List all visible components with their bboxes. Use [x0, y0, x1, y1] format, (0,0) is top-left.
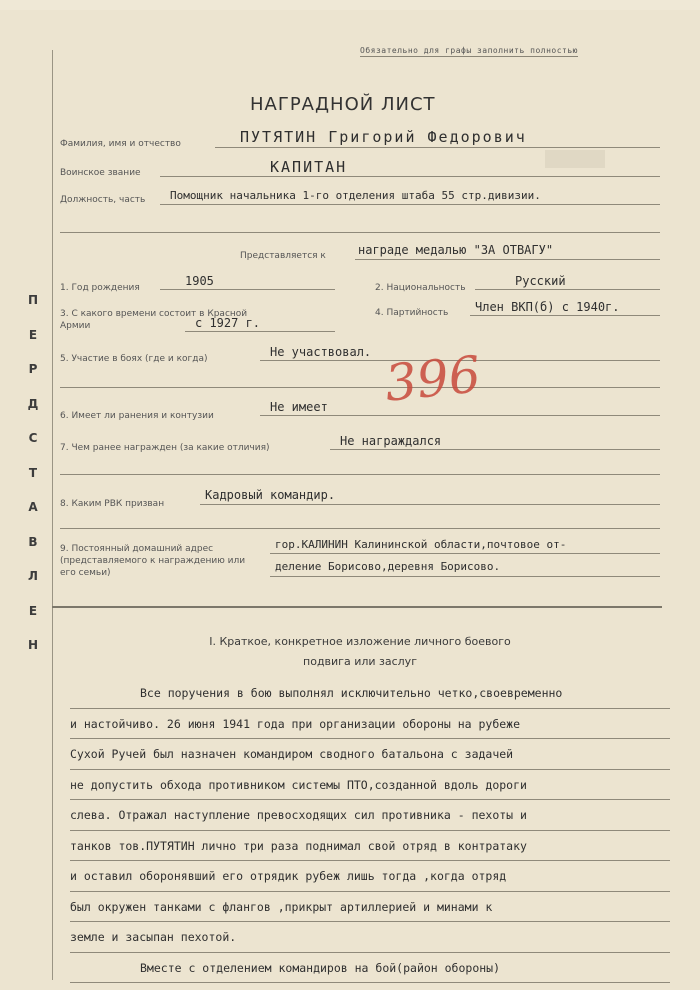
- birth-label: 1. Год рождения: [60, 283, 140, 293]
- wounds-value: Не имеет: [270, 400, 328, 414]
- address-value-2: деление Борисово,деревня Борисово.: [275, 560, 501, 573]
- side-letter: Т: [28, 465, 38, 480]
- birth-value: 1905: [185, 274, 214, 288]
- side-letter: Д: [27, 396, 39, 411]
- nationality-value: Русский: [515, 274, 566, 288]
- header-note: Обязательно для графы заполнить полностью: [360, 46, 578, 55]
- section-title-line-2: подвига или заслуг: [303, 655, 417, 668]
- side-letter: Е: [28, 603, 38, 618]
- presented-line: [355, 259, 660, 260]
- position-label: Должность, часть: [60, 195, 146, 205]
- rvk-label: 8. Каким РВК призван: [60, 499, 165, 509]
- narrative-line: земле и засыпан пехотой.: [70, 922, 670, 953]
- side-letter: Л: [28, 569, 38, 583]
- registration-number: 396: [382, 345, 484, 413]
- rank-value: КАПИТАН: [270, 158, 348, 176]
- awards-label: 7. Чем ранее награжден (за какие отличия): [60, 443, 270, 453]
- birth-line: [160, 289, 335, 290]
- rvk-line-2: [60, 528, 660, 529]
- nationality-line: [475, 289, 660, 290]
- side-letter: Е: [28, 327, 38, 342]
- narrative-line: не допустить обхода противником системы ПТО,созданной вдоль дороги: [70, 770, 670, 801]
- rvk-line: [200, 504, 660, 505]
- position-value: Помощник начальника 1-го отделения штаба 55 стр.дивизии.: [170, 189, 541, 202]
- fio-value: ПУТЯТИН Григорий Федорович: [240, 128, 527, 146]
- side-letter: П: [27, 293, 39, 307]
- awards-line: [330, 449, 660, 450]
- narrative-line: и настойчиво. 26 июня 1941 года при организации обороны на рубеже: [70, 709, 670, 740]
- narrative-line: Вместе с отделением командиров на бой(район обороны): [70, 953, 670, 984]
- rank-label: Воинское звание: [60, 168, 141, 178]
- section-title: [170, 632, 550, 672]
- address-label: 9. Постоянный домашний адрес (представляемого к награждению или его семьи): [60, 544, 246, 578]
- address-value-1: гор.КАЛИНИН Калининской области,почтовое от-: [275, 538, 567, 551]
- position-line-2: [60, 232, 660, 233]
- party-value: Член ВКП(б) с 1940г.: [475, 300, 620, 314]
- presented-value: награде медалью "ЗА ОТВАГУ": [358, 243, 554, 257]
- side-letter: Р: [28, 362, 38, 376]
- award-sheet: [0, 10, 700, 990]
- rvk-value: Кадровый командир.: [205, 488, 336, 502]
- awards-value: Не награждался: [340, 434, 442, 448]
- address-line-1: [270, 553, 660, 554]
- side-letters: [24, 293, 42, 673]
- side-letter: А: [28, 500, 38, 514]
- fio-label: Фамилия, имя и отчество: [60, 139, 181, 149]
- form-title: НАГРАДНОЙ ЛИСТ: [250, 94, 436, 115]
- narrative-line: был окружен танками с флангов ,прикрыт артиллерией и минами к: [70, 892, 670, 923]
- narrative-line: Все поручения в бою выполнял исключительно четко,своевременно: [70, 678, 670, 709]
- section-divider: [52, 606, 662, 608]
- fio-line: [215, 147, 660, 148]
- side-letter: С: [28, 431, 38, 445]
- side-letter: В: [28, 534, 38, 549]
- presented-label: Представляется к: [240, 251, 326, 261]
- narrative-line: Сухой Ручей был назначен командиром сводного батальона с задачей: [70, 739, 670, 770]
- awards-line-2: [60, 474, 660, 475]
- army-label: 3. С какого времени состоит в Красной Армии: [60, 309, 248, 331]
- battles-label: 5. Участие в боях (где и когда): [60, 354, 208, 364]
- battles-line-2: [60, 387, 660, 388]
- narrative-line: слева. Отражал наступление превосходящих сил противника - пехоты и: [70, 800, 670, 831]
- army-line: [185, 331, 335, 332]
- narrative-line: танков тов.ПУТЯТИН лично три раза поднимал свой отряд в контратаку: [70, 831, 670, 862]
- faded-stamp: [545, 150, 605, 168]
- side-letter: Н: [27, 638, 39, 652]
- rank-line: [160, 176, 660, 177]
- address-line-2: [270, 576, 660, 577]
- party-line: [470, 315, 660, 316]
- battles-value: Не участвовал.: [270, 345, 372, 359]
- section-title-line-1: I. Краткое, конкретное изложение личного боевого: [209, 635, 511, 648]
- position-line: [160, 204, 660, 205]
- party-label: 4. Партийность: [375, 308, 449, 318]
- wounds-line: [260, 415, 660, 416]
- narrative-line: и оставил оборонявший его отрядик рубеж лишь тогда ,когда отряд: [70, 861, 670, 892]
- nationality-label: 2. Национальность: [375, 283, 466, 293]
- narrative: [70, 678, 670, 983]
- wounds-label: 6. Имеет ли ранения и контузии: [60, 411, 214, 421]
- army-value: с 1927 г.: [195, 316, 261, 330]
